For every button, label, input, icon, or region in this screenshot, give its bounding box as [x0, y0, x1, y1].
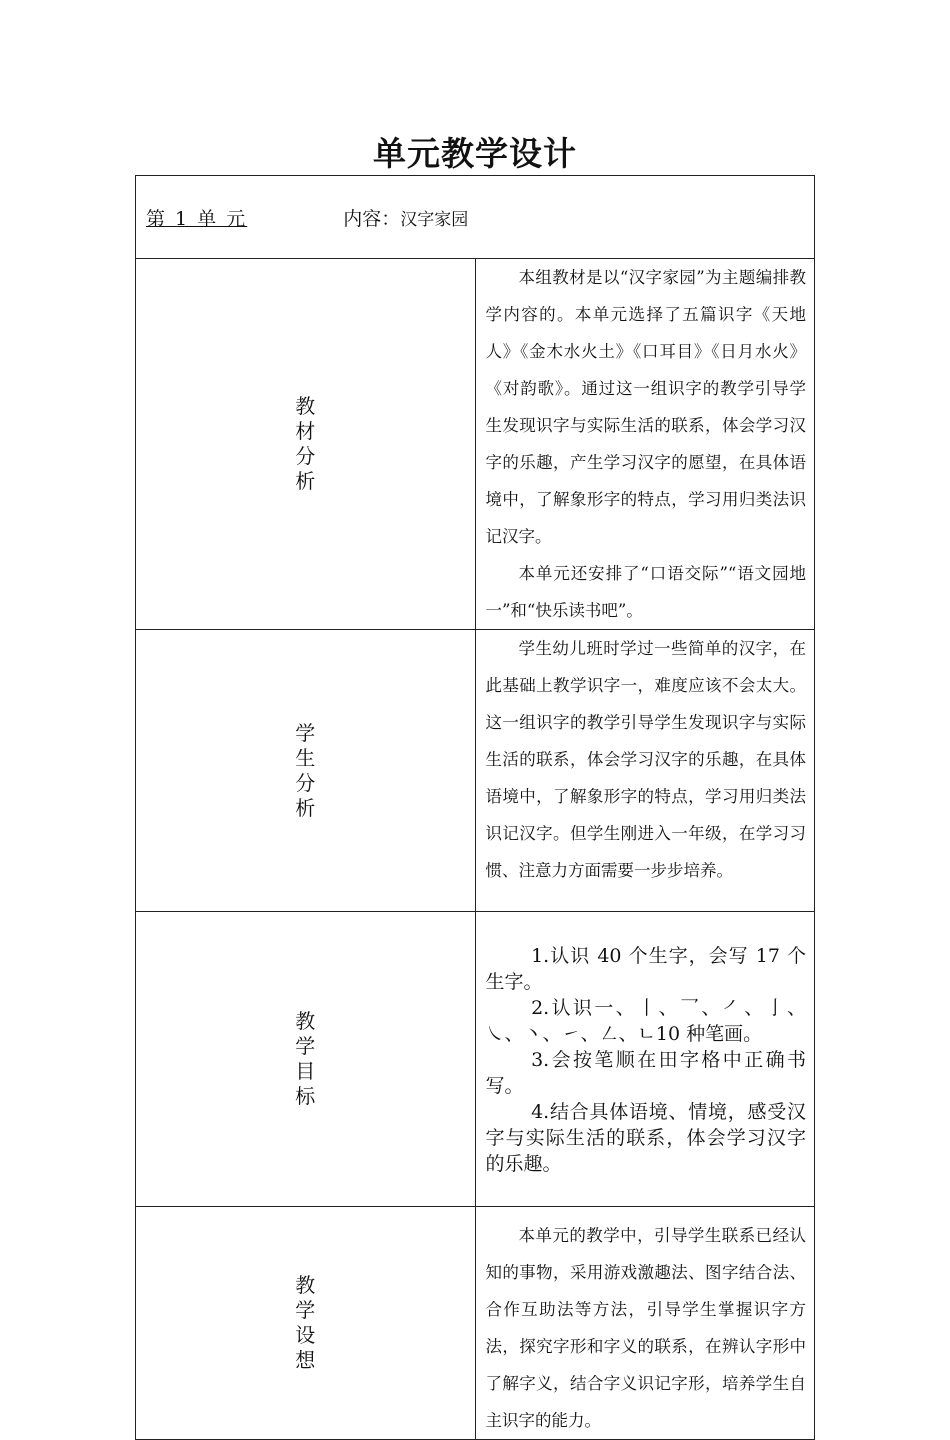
section-label-cell — [136, 259, 476, 630]
section-label: 教 材 分 析 — [295, 394, 316, 493]
content-label: 内容： — [343, 207, 401, 230]
section-paragraph: 本单元还安排了“口语交际”“语文园地一”和“快乐读书吧”。 — [485, 564, 806, 620]
section-label-cell — [136, 912, 476, 1207]
section-body — [475, 912, 815, 1207]
section-label-cell — [136, 1207, 476, 1440]
page-title: 单元教学设计 — [373, 134, 577, 173]
goal-item: 2.认识一、丨、乛、㇒、亅、㇏、丶、㇀、㇜、ㄴ10 种笔画。 — [485, 997, 806, 1045]
section-body — [475, 1207, 815, 1440]
section-row-textbook-analysis — [136, 259, 815, 630]
section-row-student-analysis — [136, 630, 815, 912]
header-row — [136, 176, 815, 259]
section-label: 学 生 分 析 — [295, 720, 316, 820]
goal-item: 4.结合具体语境、情境，感受汉字与实际生活的联系，体会学习汉字的乐趣。 — [485, 1101, 806, 1175]
section-paragraph: 本单元的教学中，引导学生联系已经认知的事物，采用游戏激趣法、图字结合法、合作互助法等方法，引导学生掌握识字方法，探究字形和字义的联系，在辨认字形中了解字义，结合字义识记字形，培养学生自主识字的能力。 — [485, 1226, 806, 1430]
unit-plan-table — [135, 175, 815, 1440]
section-label: 教 学 目 标 — [295, 1009, 316, 1108]
goal-item: 3.会按笔顺在田字格中正确书写。 — [485, 1049, 806, 1097]
section-label: 教 学 设 想 — [295, 1273, 316, 1372]
unit-number: 第 1 单 元 — [146, 207, 248, 230]
content-value: 汉字家园 — [400, 209, 469, 230]
header-cell — [136, 176, 815, 259]
section-label-cell — [136, 630, 476, 912]
section-row-teaching-ideas — [136, 1207, 815, 1440]
section-body — [475, 259, 815, 630]
section-paragraph: 本组教材是以“汉字家园”为主题编排教学内容的。本单元选择了五篇识字《天地人》《金木水火土》《口耳目》《日月水火》《对韵歌》。通过这一组识字的教学引导学生发现识字与实际生活的联系，体会学习汉字的乐趣，产生学习汉字的愿望，在具体语境中，了解象形字的特点，学习用归类法识记汉字。 — [485, 268, 806, 546]
section-row-teaching-goals — [136, 912, 815, 1207]
goal-item: 1.认识 40 个生字，会写 17 个生字。 — [485, 945, 806, 993]
section-body — [475, 630, 815, 912]
section-paragraph: 学生幼儿班时学过一些简单的汉字，在此基础上教学识字一，难度应该不会太大。这一组识字的教学引导学生发现识字与实际生活的联系，体会学习汉字的乐趣，在具体语境中，了解象形字的特点，学习用归类法识记汉字。但学生刚进入一年级，在学习习惯、注意力方面需要一步步培养。 — [485, 639, 806, 880]
